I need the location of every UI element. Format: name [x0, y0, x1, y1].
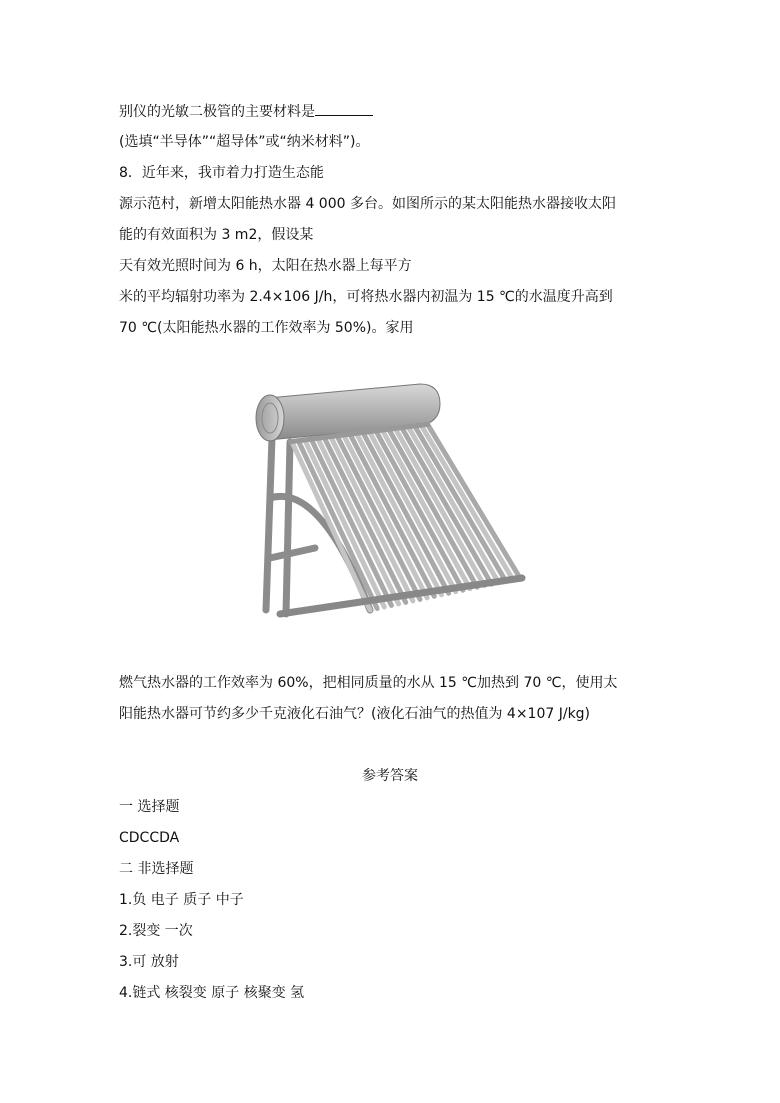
answer-blank	[315, 101, 373, 116]
answer-item: 4.链式 核裂变 原子 核聚变 氢	[119, 985, 305, 1001]
question8-line1: 8．近年来，我市着力打造生态能	[119, 165, 324, 181]
answers-section1-answers: CDCCDA	[119, 830, 180, 846]
question8-line7: 燃气热水器的工作效率为 60%，把相同质量的水从 15 ℃加热到 70 ℃，使用太	[119, 675, 618, 691]
question8-line6: 70 ℃(太阳能热水器的工作效率为 50%)。家用	[119, 320, 414, 336]
answer-item: 3.可 放射	[119, 954, 179, 970]
question8-line2: 源示范村，新增太阳能热水器 4 000 多台。如图所示的某太阳能热水器接收太阳	[119, 196, 616, 212]
question7-line2: (选填“半导体”“超导体”或“纳米材料”)。	[119, 134, 370, 150]
answers-section2-title: 二 非选择题	[119, 861, 194, 877]
answer-item: 2.裂变 一次	[119, 923, 193, 939]
question8-line3: 能的有效面积为 3 m2，假设某	[119, 227, 314, 243]
question8-line5: 米的平均辐射功率为 2.4×106 J/h，可将热水器内初温为 15 ℃的水温度升高到	[119, 289, 613, 305]
question7-text: 别仪的光敏二极管的主要材料是	[119, 104, 315, 120]
answers-section1-title: 一 选择题	[119, 799, 180, 815]
answer-item: 1.负 电子 质子 中子	[119, 892, 244, 908]
solar-water-heater-image	[250, 378, 528, 624]
question8-line8: 阳能热水器可节约多少千克液化石油气？(液化石油气的热值为 4×107 J/kg)	[119, 706, 591, 722]
question8-line4: 天有效光照时间为 6 h，太阳在热水器上每平方	[119, 258, 412, 274]
question7-line1	[119, 101, 373, 122]
answers-title: 参考答案	[362, 768, 418, 784]
